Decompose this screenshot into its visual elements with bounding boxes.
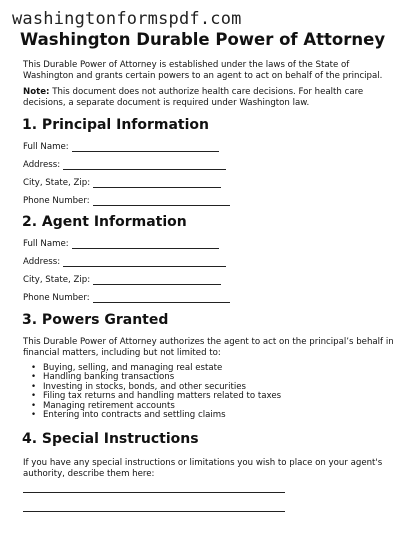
list-item: • Filing tax returns and handling matters related to taxes	[23, 392, 281, 401]
document-title: Washington Durable Power of Attorney	[20, 30, 386, 49]
list-item: • Managing retirement accounts	[23, 402, 281, 411]
principal-address-line[interactable]	[63, 160, 226, 170]
principal-phone-line[interactable]	[93, 196, 230, 206]
special-instructions-line-2[interactable]	[23, 511, 285, 512]
agent-full-name-field[interactable]	[23, 239, 219, 249]
special-instructions-line-1[interactable]	[23, 492, 285, 493]
list-item: • Handling banking transactions	[23, 373, 281, 382]
agent-phone-label: Phone Number:	[23, 293, 90, 303]
special-heading: 4. Special Instructions	[22, 431, 199, 447]
note-paragraph	[23, 87, 395, 108]
powers-list	[23, 364, 281, 420]
principal-full-name-label: Full Name:	[23, 142, 69, 152]
agent-city-label: City, State, Zip:	[23, 275, 91, 285]
principal-full-name-field[interactable]	[23, 142, 219, 152]
principal-city-field[interactable]	[23, 178, 221, 188]
intro-paragraph: This Durable Power of Attorney is established under the laws of the State of Washington and grants certain powers to an agent to act on behalf of the principal.	[23, 60, 383, 81]
agent-city-field[interactable]	[23, 275, 221, 285]
agent-phone-line[interactable]	[93, 293, 230, 303]
note-label: Note:	[23, 87, 50, 97]
principal-heading: 1. Principal Information	[22, 117, 210, 133]
special-intro: If you have any special instructions or limitations you wish to place on your agent's authority, describe them here:	[23, 458, 383, 479]
principal-city-line[interactable]	[93, 178, 221, 188]
powers-heading: 3. Powers Granted	[22, 312, 169, 328]
principal-phone-field[interactable]	[23, 196, 230, 206]
principal-address-label: Address:	[23, 160, 61, 170]
principal-city-label: City, State, Zip:	[23, 178, 91, 188]
agent-address-field[interactable]	[23, 257, 226, 267]
principal-address-field[interactable]	[23, 160, 226, 170]
agent-address-line[interactable]	[63, 257, 226, 267]
list-item: • Investing in stocks, bonds, and other securities	[23, 383, 281, 392]
principal-phone-label: Phone Number:	[23, 196, 90, 206]
note-text: This document does not authorize health care decisions. For health care decisions, a separate document is required under Washington law.	[23, 87, 364, 108]
agent-full-name-line[interactable]	[72, 239, 219, 249]
list-item: • Buying, selling, and managing real estate	[23, 364, 281, 373]
principal-full-name-line[interactable]	[72, 142, 219, 152]
agent-address-label: Address:	[23, 257, 61, 267]
agent-heading: 2. Agent Information	[22, 214, 187, 230]
agent-full-name-label: Full Name:	[23, 239, 69, 249]
powers-intro: This Durable Power of Attorney authorizes the agent to act on the principal’s behalf in financial matters, including but not limited to:	[23, 337, 394, 358]
list-item: • Entering into contracts and settling claims	[23, 411, 281, 420]
agent-city-line[interactable]	[93, 275, 221, 285]
agent-phone-field[interactable]	[23, 293, 230, 303]
watermark: washingtonformspdf.com	[12, 9, 242, 29]
